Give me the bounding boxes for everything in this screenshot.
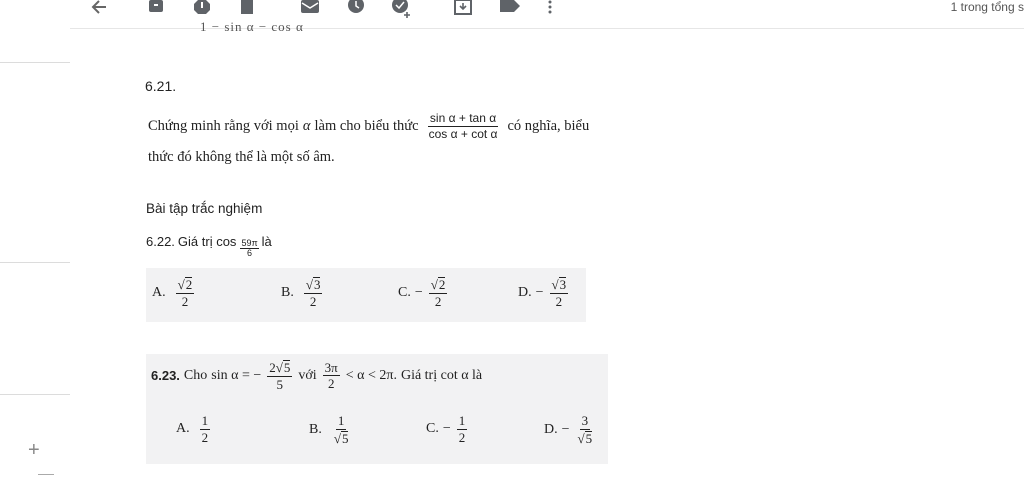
fraction-numerator: 3π	[324, 359, 338, 375]
fraction-denominator: 2	[181, 293, 189, 309]
option-b[interactable]	[309, 414, 352, 445]
fraction-denominator: 6	[247, 248, 253, 258]
snooze-icon[interactable]	[348, 0, 364, 14]
option-label: B.	[309, 421, 322, 437]
fraction-numerator: 1	[201, 413, 209, 428]
text-segment: Giá trị cos	[177, 234, 237, 249]
fraction-numerator	[267, 360, 292, 377]
text-segment: là	[261, 234, 272, 249]
option-a[interactable]	[176, 414, 212, 444]
fraction-numerator	[429, 277, 448, 294]
text-segment: làm cho biểu thức	[314, 117, 419, 134]
question-number: 6.23.	[151, 368, 180, 384]
range-expression: < α < 2π.	[345, 367, 397, 383]
sqrt: √ 5	[333, 430, 349, 446]
radicand: 5	[283, 360, 291, 375]
radicand: 5	[585, 430, 593, 446]
back-arrow-icon[interactable]	[90, 0, 108, 16]
option-a[interactable]	[152, 277, 196, 308]
exponent-fraction	[240, 239, 258, 258]
fraction-numerator: sin α + tan α	[429, 111, 497, 125]
coefficient: 2	[269, 360, 276, 375]
sqrt: √ 3	[551, 277, 567, 292]
sqrt: √ 2	[177, 277, 193, 292]
fraction	[323, 361, 340, 391]
fraction-numerator: 1	[337, 413, 345, 428]
text-segment: Giá trị cot α là	[400, 367, 483, 383]
delete-icon[interactable]	[240, 0, 254, 14]
add-button[interactable]: +	[28, 439, 40, 461]
option-c[interactable]	[398, 277, 449, 308]
option-b[interactable]	[281, 277, 324, 308]
fraction-numerator: 3	[581, 413, 589, 428]
mark-unread-icon[interactable]	[300, 0, 320, 14]
document-toolbar	[0, 0, 1024, 22]
alpha-symbol: α	[302, 117, 311, 134]
fraction-denominator	[576, 430, 595, 446]
question-text-line: thức đó không thể là một số âm.	[148, 149, 335, 165]
add-task-icon[interactable]	[392, 0, 412, 18]
sidebar-divider	[0, 262, 70, 263]
option-sign: −	[561, 421, 570, 437]
fraction	[200, 414, 211, 444]
page-count: 1 trong tổng s	[950, 0, 1024, 14]
section-title: Bài tập trắc nghiệm	[146, 201, 263, 216]
radicand: 3	[559, 277, 567, 292]
fraction	[550, 277, 569, 308]
fraction-denominator: 2	[201, 429, 209, 445]
fraction-denominator: 2	[309, 293, 317, 309]
option-sign: −	[442, 421, 451, 437]
option-d[interactable]	[544, 414, 596, 445]
option-c[interactable]	[426, 414, 469, 444]
report-spam-icon[interactable]	[194, 0, 210, 14]
radicand: 3	[313, 277, 321, 292]
fraction	[176, 277, 195, 308]
question-number: 6.22.	[146, 234, 175, 249]
fraction-denominator: 2	[327, 376, 335, 392]
fraction	[267, 360, 292, 391]
fraction	[332, 414, 351, 445]
sqrt: √ 5	[275, 360, 291, 375]
fraction	[429, 277, 448, 308]
more-vert-icon[interactable]	[547, 0, 553, 14]
answer-options	[146, 268, 586, 322]
option-label: A.	[176, 421, 190, 437]
option-label: C.	[426, 421, 439, 437]
option-label: D.	[544, 421, 558, 437]
sqrt: √ 3	[305, 277, 321, 292]
move-to-icon[interactable]	[454, 0, 472, 16]
cut-off-formula: 1 − sin α − cos α	[200, 22, 304, 31]
fraction-denominator	[332, 430, 351, 446]
fraction-denominator: 5	[276, 376, 284, 392]
fraction-numerator	[176, 277, 195, 294]
fraction-denominator: 2	[434, 293, 442, 309]
option-sign: −	[535, 284, 544, 300]
fraction-numerator: 59π	[241, 238, 258, 248]
fraction-denominator: cos α + cot α	[428, 126, 498, 141]
option-label: A.	[152, 284, 166, 300]
text-segment: Chứng minh rằng với mọi	[148, 117, 299, 134]
fraction-numerator	[304, 277, 323, 294]
fraction	[576, 414, 595, 445]
fraction-denominator: 2	[458, 429, 466, 445]
sidebar-divider	[0, 394, 70, 395]
fraction-denominator: 2	[555, 293, 563, 309]
radicand: 2	[185, 277, 193, 292]
fraction	[427, 112, 500, 140]
archive-icon[interactable]	[148, 0, 164, 14]
fraction	[304, 277, 323, 308]
sidebar-divider	[38, 474, 54, 475]
text-segment: Cho	[183, 367, 208, 383]
option-label: B.	[281, 284, 294, 300]
question-box	[146, 354, 608, 464]
sqrt: √ 5	[577, 430, 593, 446]
sqrt: √ 2	[430, 277, 446, 292]
fraction	[457, 414, 468, 444]
question-text-line	[148, 112, 589, 140]
sidebar-divider	[0, 62, 70, 63]
option-label: C.	[398, 284, 411, 300]
option-label: D.	[518, 284, 532, 300]
text-segment: với	[298, 367, 317, 383]
question-text-line	[146, 234, 272, 258]
radicand: 2	[438, 277, 446, 292]
question-number: 6.21.	[145, 78, 177, 94]
sin-expression: sin α = −	[211, 367, 262, 383]
label-icon[interactable]	[500, 0, 520, 14]
option-sign: −	[414, 284, 423, 300]
option-d[interactable]	[518, 277, 570, 308]
radicand: 5	[341, 430, 349, 446]
question-text-line	[151, 360, 482, 391]
fraction-numerator	[550, 277, 569, 294]
fraction-numerator: 1	[458, 413, 466, 428]
text-segment: có nghĩa, biểu	[507, 117, 590, 134]
